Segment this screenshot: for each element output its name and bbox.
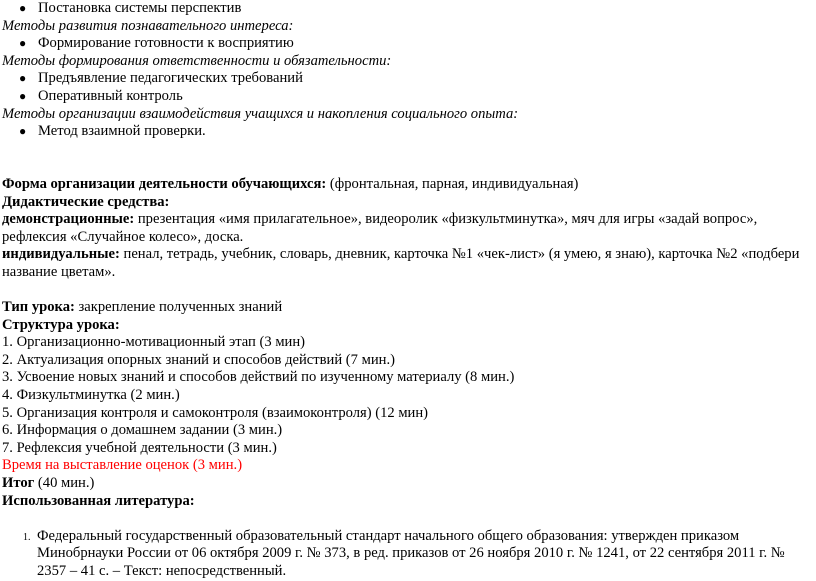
lesson-total	[0, 475, 816, 493]
methods-heading-cognitive: Методы развития познавательного интереса:	[2, 17, 294, 34]
methods-list-2	[0, 35, 816, 53]
methods-list-4	[0, 123, 816, 141]
lesson-step: 4. Физкультминутка (2 мин.)	[2, 387, 180, 404]
list-item	[0, 35, 816, 53]
literature-item-text: Федеральный государственный образовательный стандарт начального общего образования: утвержден приказом Минобрнауки России от 06 октября 2009 г. № 373, в ред. приказов от 26 ноября 2010 г. № 1241, от 22 сентября 2011 г. № 2357 – 41 с. – Текст: непосредственный.	[37, 527, 785, 579]
form-label: Форма организации деятельности обучающихся:	[2, 175, 327, 192]
didactic-title: Дидактические средства:	[2, 193, 170, 210]
bullet-icon: ●	[19, 36, 27, 51]
literature-item	[0, 528, 816, 581]
form-of-organization	[0, 176, 816, 194]
lesson-step: 2. Актуализация опорных знаний и способов действий (7 мин.)	[2, 351, 395, 368]
methods-list-3	[0, 70, 816, 105]
literature-list	[0, 528, 816, 581]
list-item-text: Формирование готовности к восприятию	[38, 35, 294, 52]
list-item	[0, 123, 816, 141]
didactic-demo	[0, 211, 816, 246]
grading-time: Время на выставление оценок (3 мин.)	[2, 457, 243, 474]
spacer	[0, 158, 816, 176]
lesson-type	[0, 299, 816, 317]
methods-list-1	[0, 0, 816, 18]
list-item	[0, 70, 816, 88]
methods-heading-interaction: Методы организации взаимодействия учащихся и накопления социального опыта:	[2, 105, 519, 122]
literature-title: Использованная литература:	[2, 492, 195, 509]
list-item	[0, 88, 816, 106]
bullet-icon: ●	[19, 88, 27, 103]
demo-label: демонстрационные:	[2, 211, 135, 228]
individual-value: пенал, тетрадь, учебник, словарь, дневник, карточка №1 «чек-лист» (я умею, я знаю), карточка №2 «подбери название цветам».	[2, 246, 800, 280]
spacer	[0, 282, 816, 300]
methods-heading-responsibility: Методы формирования ответственности и обязательности:	[2, 52, 392, 69]
didactic-individual	[0, 246, 816, 281]
total-label: Итог	[2, 475, 35, 492]
lesson-type-label: Тип урока:	[2, 299, 75, 316]
list-item-text: Оперативный контроль	[38, 87, 183, 104]
lesson-step: 5. Организация контроля и самоконтроля (взаимоконтроля) (12 мин)	[2, 404, 429, 421]
individual-label: индивидуальные:	[2, 246, 120, 263]
spacer	[0, 510, 816, 528]
structure-title: Структура урока:	[2, 316, 120, 333]
list-item-text: Метод взаимной проверки.	[38, 123, 206, 140]
bullet-icon: ●	[19, 124, 27, 139]
literature-item-number: 1.	[23, 531, 31, 543]
bullet-icon: ●	[19, 71, 27, 86]
lesson-step: 6. Информация о домашнем задании (3 мин.)	[2, 422, 283, 439]
list-item-text: Постановка системы перспектив	[38, 0, 242, 16]
form-value: (фронтальная, парная, индивидуальная)	[326, 175, 579, 192]
lesson-step: 7. Рефлексия учебной деятельности (3 мин.)	[2, 439, 277, 456]
spacer	[0, 141, 816, 159]
lesson-type-value: закрепление полученных знаний	[74, 299, 283, 316]
lesson-step: 3. Усвоение новых знаний и способов действий по изученному материалу (8 мин.)	[2, 369, 515, 386]
demo-value: презентация «имя прилагательное», видеоролик «физкультминутка», мяч для игры «задай вопрос», рефлексия «Случайное колесо», доска.	[2, 211, 758, 245]
bullet-icon: ●	[19, 1, 27, 15]
list-item-text: Предъявление педагогических требований	[38, 70, 303, 87]
total-value: (40 мин.)	[34, 475, 95, 492]
lesson-step: 1. Организационно-мотивационный этап (3 мин)	[2, 334, 306, 351]
list-item	[0, 0, 816, 18]
lesson-steps	[0, 334, 816, 457]
